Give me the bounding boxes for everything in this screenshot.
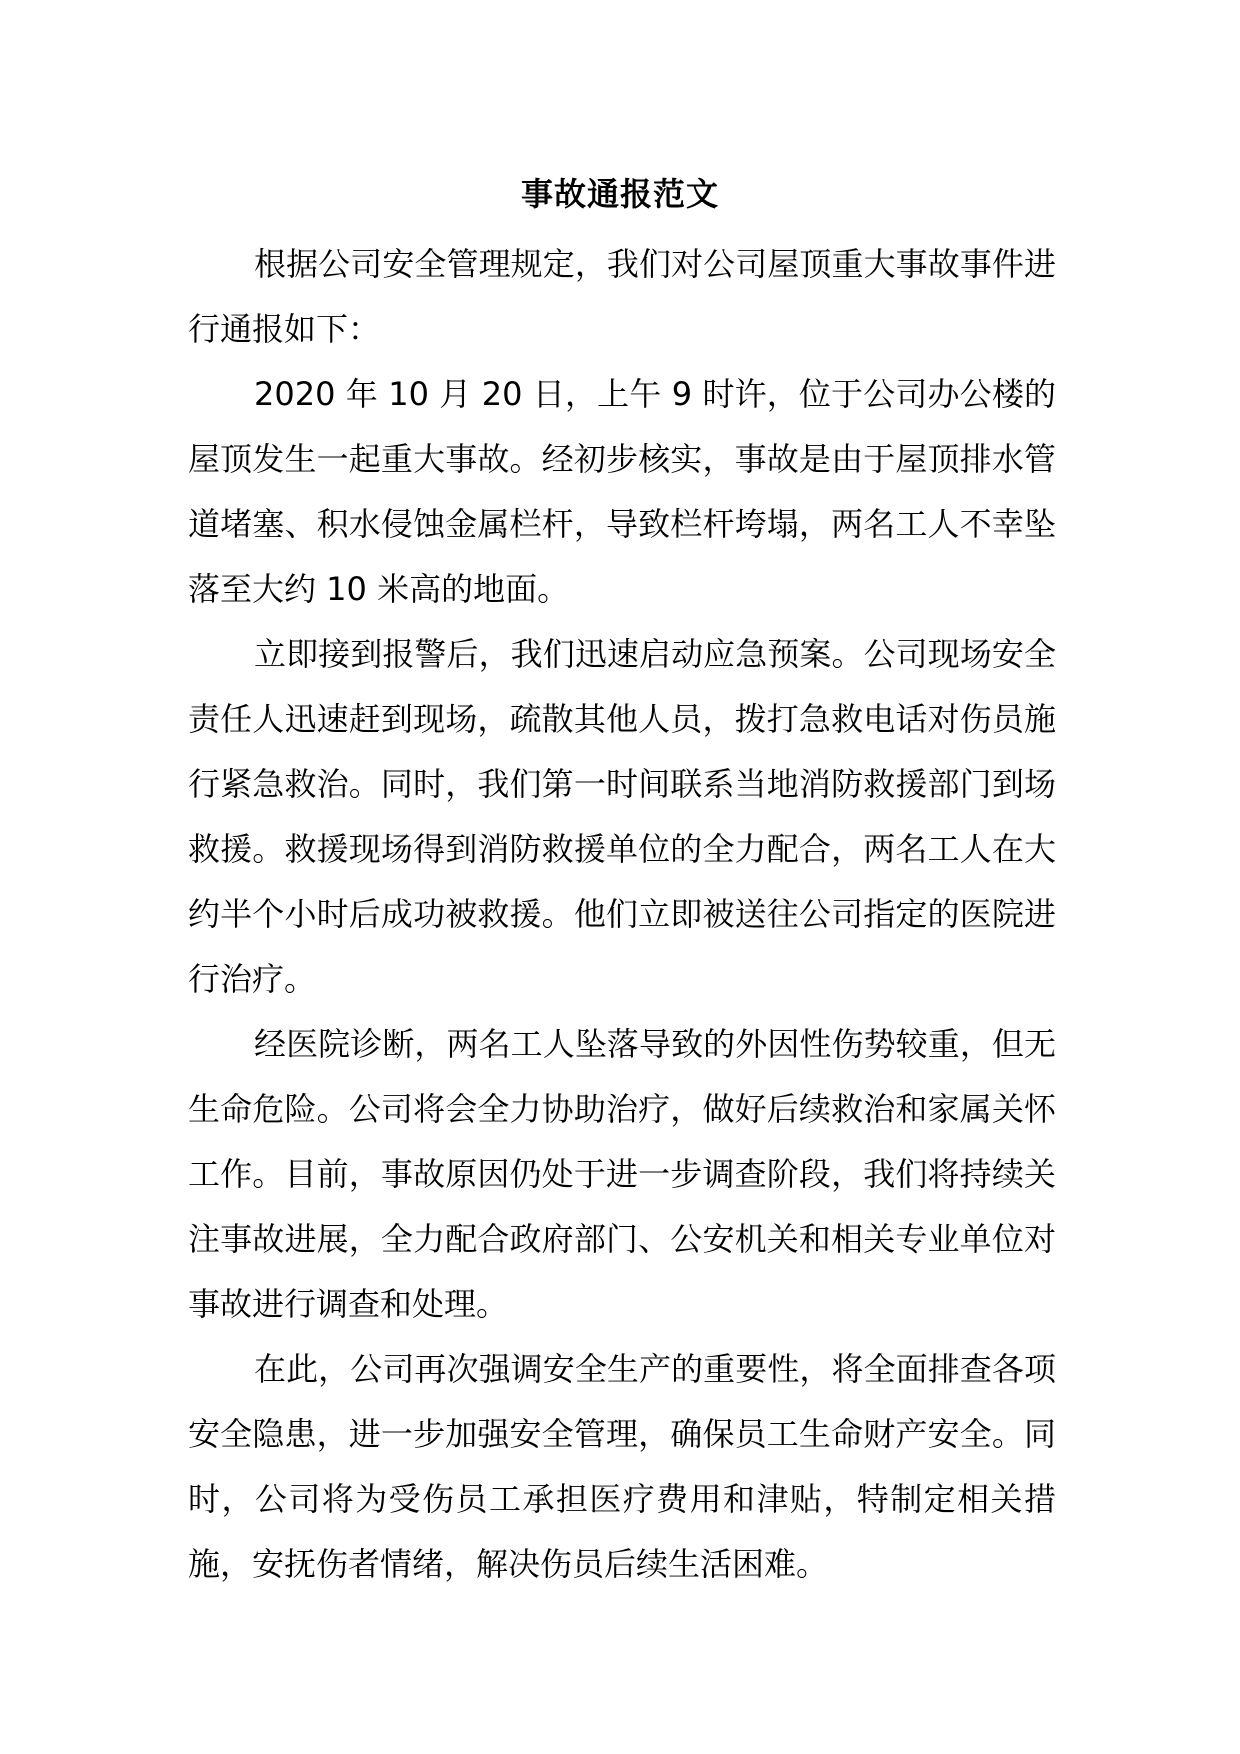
paragraph-2: 2020 年 10 月 20 日，上午 9 时许，位于公司办公楼的屋顶发生一起重大事故。经初步核实，事故是由于屋顶排水管道堵塞、积水侵蚀金属栏杆，导致栏杆垮塌，两名工人不幸坠落至大约 10 米高的地面。: [188, 375, 1056, 608]
paragraph-3: 立即接到报警后，我们迅速启动应急预案。公司现场安全责任人迅速赶到现场，疏散其他人员，拨打急救电话对伤员施行紧急救治。同时，我们第一时间联系当地消防救援部门到场救援。救援现场得到消防救援单位的全力配合，两名工人在大约半个小时后成功被救援。他们立即被送往公司指定的医院进行治疗。: [188, 635, 1056, 998]
document-title: 事故通报范文: [520, 175, 719, 213]
document-body: [188, 232, 1056, 1597]
paragraph-5: 在此，公司再次强调安全生产的重要性，将全面排查各项安全隐患，进一步加强安全管理，确保员工生命财产安全。同时，公司将为受伤员工承担医疗费用和津贴，特制定相关措施，安抚伤者情绪，解决伤员后续生活困难。: [188, 1350, 1056, 1583]
paragraph-4: 经医院诊断，两名工人坠落导致的外因性伤势较重，但无生命危险。公司将会全力协助治疗，做好后续救治和家属关怀工作。目前，事故原因仍处于进一步调查阶段，我们将持续关注事故进展，全力配合政府部门、公安机关和相关专业单位对事故进行调查和处理。: [188, 1025, 1056, 1323]
paragraph-1: 根据公司安全管理规定，我们对公司屋顶重大事故事件进行通报如下：: [188, 245, 1056, 348]
